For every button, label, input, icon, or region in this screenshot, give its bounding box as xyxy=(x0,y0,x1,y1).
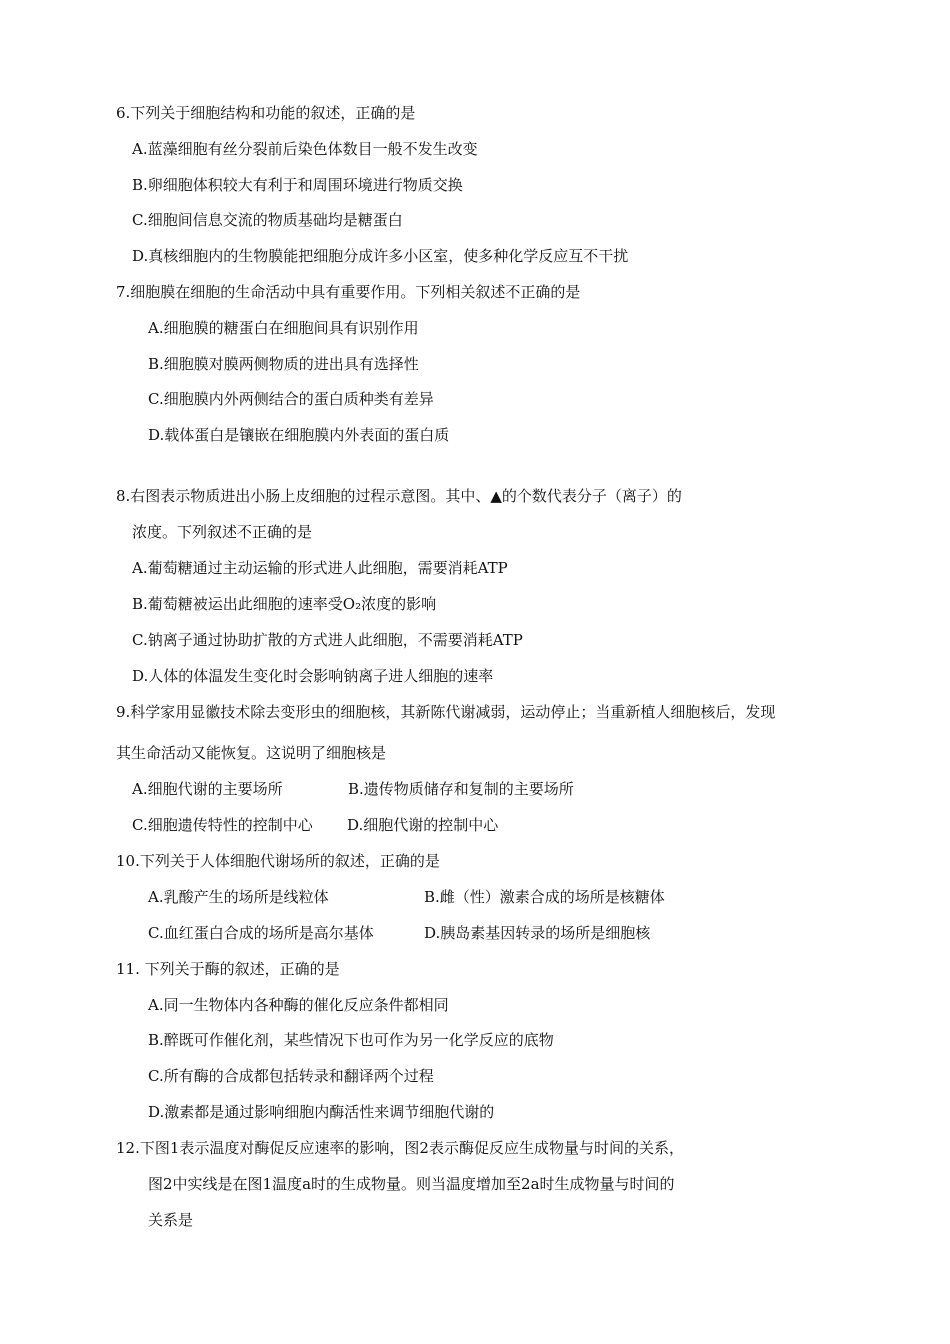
q6-option-a: A.蓝藻细胞有丝分裂前后染色体数目一般不发生改变 xyxy=(132,140,478,158)
q9-option-a: A.细胞代谢的主要场所 xyxy=(132,780,283,798)
q11-option-c: C.所有酶的合成都包括转录和翻译两个过程 xyxy=(148,1067,434,1085)
q7-stem: 7.细胞膜在细胞的生命活动中具有重要作用。下列相关叙述不正确的是 xyxy=(116,283,581,301)
q9-stem-line2: 其生命活动又能恢复。这说明了细胞核是 xyxy=(116,744,387,762)
q9-option-d: D.细胞代谢的控制中心 xyxy=(347,816,499,834)
q8-option-d: D.人体的体温发生变化时会影响钠离子进人细胞的速率 xyxy=(132,667,494,685)
q12-stem-line3: 关系是 xyxy=(148,1211,194,1229)
q10-option-d: D.胰岛素基因转录的场所是细胞核 xyxy=(424,924,651,942)
q8-option-a: A.葡萄糖通过主动运输的形式进人此细胞，需要消耗ATP xyxy=(132,559,508,577)
q11-option-d: D.激素都是通过影响细胞内酶活性来调节细胞代谢的 xyxy=(148,1103,495,1121)
q7-option-c: C.细胞膜内外两侧结合的蛋白质种类有差异 xyxy=(148,390,434,408)
q9-stem-line1: 9.科学家用显徽技术除去变形虫的细胞核，其新陈代谢减弱，运动停止；当重新植人细胞核后，发现 xyxy=(116,703,776,721)
q11-option-a: A.同一生物体内各种酶的催化反应条件都相同 xyxy=(148,996,449,1014)
q10-stem: 10.下列关于人体细胞代谢场所的叙述，正确的是 xyxy=(116,852,440,870)
q7-option-b: B.细胞膜对膜两侧物质的进出具有选择性 xyxy=(148,355,419,373)
q10-option-a: A.乳酸产生的场所是线粒体 xyxy=(148,888,329,906)
q8-stem-line2: 浓度。下列叙述不正确的是 xyxy=(132,523,313,541)
q6-option-d: D.真核细胞内的生物膜能把细胞分成许多小区室，使多种化学反应互不干扰 xyxy=(132,247,629,265)
q10-option-c: C.血红蛋白合成的场所是高尔基体 xyxy=(148,924,374,942)
q6-stem: 6.下列关于细胞结构和功能的叙述，正确的是 xyxy=(116,104,416,122)
q8-option-c: C.钠离子通过协助扩散的方式进人此细胞，不需要消耗ATP xyxy=(132,631,523,649)
q6-option-c: C.细胞间信息交流的物质基础均是糖蛋白 xyxy=(132,211,403,229)
q8-stem-line1: 8.右图表示物质进出小肠上皮细胞的过程示意图。其中、▲的个数代表分子（离子）的 xyxy=(116,487,682,505)
q11-stem: 11. 下列关于酶的叙述，正确的是 xyxy=(116,960,340,978)
q10-option-b: B.雌（性）激素合成的场所是核糖体 xyxy=(424,888,665,906)
q12-stem-line2: 图2中实线是在图1温度a时的生成物量。则当温度增加至2a时生成物量与时间的 xyxy=(148,1175,675,1193)
q9-option-b: B.遗传物质储存和复制的主要场所 xyxy=(348,780,574,798)
q12-stem-line1: 12.下图1表示温度对酶促反应速率的影响，图2表示酶促反应生成物量与时间的关系， xyxy=(116,1139,684,1157)
q11-option-b: B.醉既可作催化剂，某些情况下也可作为另一化学反应的底物 xyxy=(148,1031,554,1049)
q7-option-a: A.细胞膜的糖蛋白在细胞间具有识别作用 xyxy=(148,319,419,337)
q8-option-b: B.葡萄糖被运出此细胞的速率受O₂浓度的影响 xyxy=(132,595,437,613)
q9-option-c: C.细胞遗传特性的控制中心 xyxy=(132,816,313,834)
q6-option-b: B.卵细胞体积较大有利于和周围环境进行物质交换 xyxy=(132,176,463,194)
q7-option-d: D.载体蛋白是镶嵌在细胞膜内外表面的蛋白质 xyxy=(148,426,450,444)
